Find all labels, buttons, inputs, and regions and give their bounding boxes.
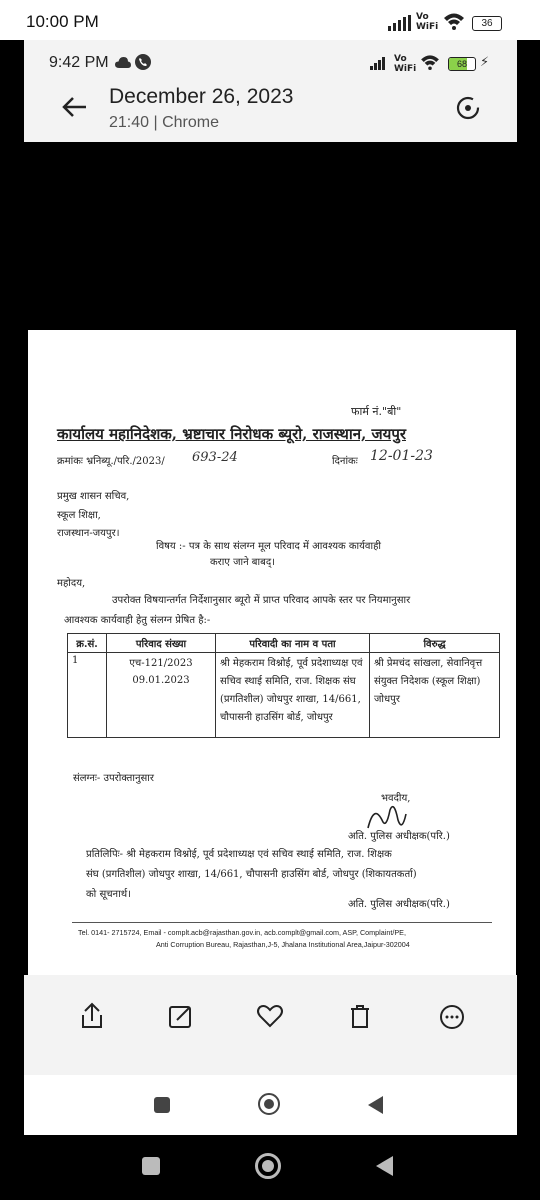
wifi-icon (443, 12, 465, 30)
column-header: परिवाद संख्या (107, 634, 216, 653)
reference-handwritten: 693-24 (192, 450, 238, 465)
column-header: क्र.सं. (68, 634, 107, 653)
share-icon[interactable] (72, 997, 112, 1037)
date-label: दिनांकः (332, 456, 358, 467)
inner-battery-indicator: 68 (448, 57, 476, 71)
addressee-line: प्रमुख शासन सचिव, (57, 491, 130, 502)
body-text: आवश्यक कार्यवाही हेतु संलग्न प्रेषित है:- (64, 615, 211, 626)
copy-to-line: को सूचनार्थ। (86, 889, 131, 900)
back-icon[interactable] (366, 1095, 384, 1115)
rotate-icon[interactable] (455, 95, 481, 121)
copy-to-line: संघ (प्रगतिशील) जोधपुर शाखा, 14/661, चौपासनी हाउसिंग बोर्ड, जोधपुर (शिकायतकर्ता) (86, 869, 417, 880)
photo-date-title: December 26, 2023 (109, 85, 294, 108)
recents-icon[interactable] (154, 1097, 170, 1113)
enclosure-line: संलग्नः- उपरोक्तानुसार (73, 773, 154, 784)
inner-vowifi-label: Vo WiFi (394, 54, 417, 74)
copy-to-line: प्रतिलिपिः- श्री मेहकराम विश्नोई, पूर्व प्रदेशाध्यक्ष एवं सचिव स्थाई समिति, राज. शिक्षक (86, 849, 392, 860)
inner-status-bar (24, 40, 517, 85)
footer-address: Anti Corruption Bureau, Rajasthan,J-5, Jhalana Institutional Area,Jaipur-302004 (156, 940, 410, 949)
addressee-line: स्कूल शिक्षा, (57, 510, 101, 521)
signatory-designation: अति. पुलिस अधीक्षक(परि.) (348, 899, 450, 910)
cell-sno: 1 (68, 653, 107, 738)
outer-recents-icon[interactable] (142, 1157, 160, 1175)
home-icon[interactable] (258, 1093, 280, 1115)
battery-indicator: 36 (472, 16, 502, 31)
column-header: परिवादी का नाम व पता (216, 634, 370, 653)
cell-complainant: श्री मेहकराम विश्नोई, पूर्व प्रदेशाध्यक्ष एवं सचिव स्थाई समिति, राज. शिक्षक संघ (प्रगतिशील) जोधपुर शाखा, 14/661, चौपासनी हाउसिंग बोर्ड, जोधपुर (216, 653, 370, 738)
complaint-table (67, 633, 500, 738)
reference-number: क्रमांकः भ्रनिब्यू./परि./2023/ (57, 456, 165, 467)
inner-navigation-bar (24, 1075, 517, 1135)
cloud-icon (115, 57, 131, 68)
gallery-header (24, 85, 517, 142)
vowifi-label: Vo WiFi (416, 12, 439, 32)
outer-back-icon[interactable] (374, 1155, 394, 1177)
subject-line: विषय :- पत्र के साथ संलग्न मूल परिवाद में आवश्यक कार्यवाही (156, 541, 381, 552)
delete-icon[interactable] (340, 997, 380, 1037)
inner-screen (24, 40, 517, 1135)
cell-against: श्री प्रेमचंद सांखला, सेवानिवृत्त संयुक्त निदेशक (स्कूल शिक्षा) जोधपुर (370, 653, 500, 738)
body-text: उपरोक्त विषयान्तर्गत निर्देशानुसार ब्यूरो में प्राप्त परिवाद आपके स्तर पर नियमानुसार (112, 595, 411, 606)
footer-contact: Tel. 0141- 2715724, Email - complt.acb@rajasthan.gov.in, acb.complt@gmail.com, ASP, Complaint/PE, (78, 928, 406, 937)
salutation: महोदय, (57, 578, 86, 589)
form-number: फार्म नं."बी" (351, 405, 402, 418)
gallery-action-bar (24, 975, 517, 1075)
table-row (68, 653, 500, 738)
edit-icon[interactable] (160, 997, 200, 1037)
outer-clock: 10:00 PM (26, 12, 99, 31)
photo-subtitle: 21:40 | Chrome (109, 114, 219, 131)
complaint-date: 09.01.2023 (132, 675, 190, 686)
outer-navigation-bar (0, 1135, 540, 1200)
outer-home-icon[interactable] (255, 1153, 281, 1179)
subject-line: कराए जाने बाबद्। (210, 557, 275, 568)
yours-faithfully: भवदीय, (381, 793, 411, 804)
footer-divider (72, 922, 492, 923)
complaint-number: एच-121/2023 (129, 658, 193, 669)
table-header-row (68, 634, 500, 653)
back-arrow-icon[interactable] (60, 95, 88, 119)
more-icon[interactable] (432, 997, 472, 1037)
cell-complaint-no (107, 653, 216, 738)
outer-status-bar (0, 0, 540, 40)
signatory-designation: अति. पुलिस अधीक्षक(परि.) (348, 831, 450, 842)
column-header: विरुद्ध (370, 634, 500, 653)
inner-wifi-icon (420, 54, 440, 70)
document-photo (28, 330, 516, 1027)
call-icon (135, 54, 151, 70)
signal-icon (388, 15, 412, 31)
date-handwritten: 12-01-23 (370, 448, 433, 464)
charging-icon: ⚡ (480, 55, 490, 70)
office-heading: कार्यालय महानिदेशक, भ्रष्टाचार निरोधक ब्यूरो, राजस्थान, जयपुर (57, 425, 406, 443)
inner-clock: 9:42 PM (49, 54, 109, 71)
inner-signal-icon (370, 57, 390, 70)
photo-viewer[interactable] (24, 142, 517, 975)
addressee-line: राजस्थान-जयपुर। (57, 528, 120, 539)
heart-icon[interactable] (250, 997, 290, 1037)
